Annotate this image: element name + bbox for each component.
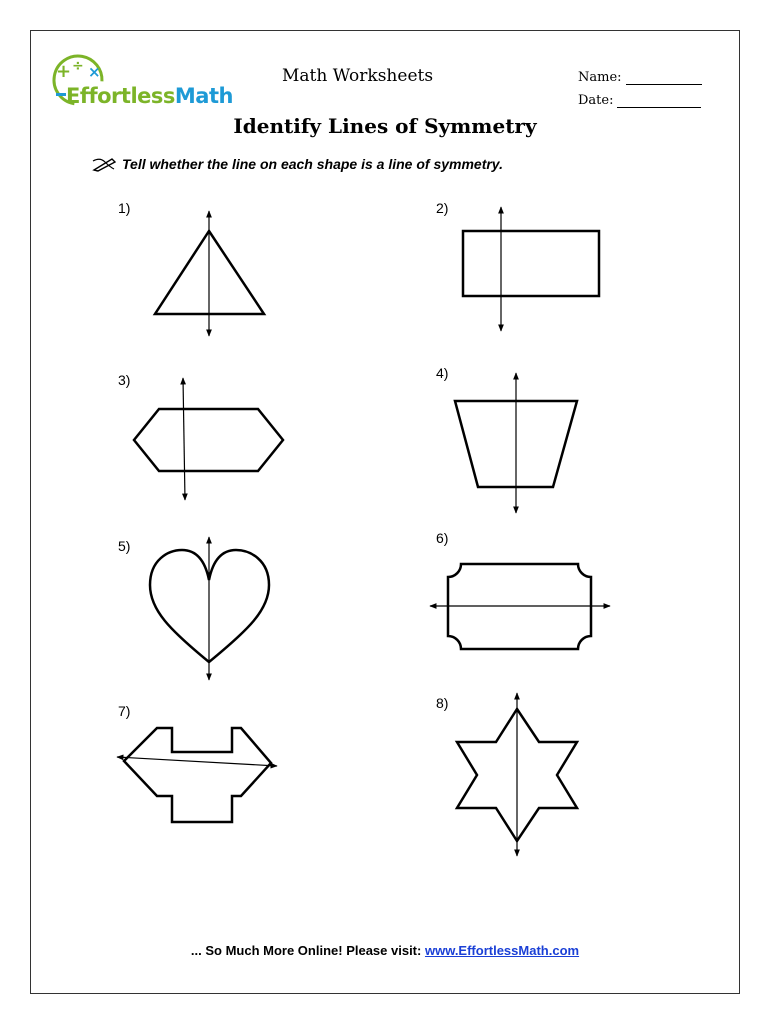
- worksheet-label: Math Worksheets: [282, 66, 434, 86]
- problem-label-2: 2): [436, 200, 449, 216]
- symmetry-line-3: [183, 378, 185, 500]
- problem-label-3: 3): [118, 372, 131, 388]
- svg-text:÷: ÷: [72, 58, 84, 74]
- problem-label-7: 7): [118, 703, 131, 719]
- footer: [0, 943, 770, 958]
- footer-link[interactable]: www.EffortlessMath.com: [424, 943, 580, 958]
- rectangle-shape: [463, 231, 599, 296]
- problem-label-4: 4): [436, 365, 449, 381]
- footer-text: ... So Much More Online! Please visit:: [190, 943, 425, 958]
- svg-text:+: +: [56, 61, 72, 82]
- logo-wordmark: EffortlessMath: [66, 84, 233, 108]
- problem-label-8: 8): [436, 695, 449, 711]
- symmetry-line-7: [117, 757, 277, 766]
- name-label: Name:: [578, 70, 622, 85]
- page-title: Identify Lines of Symmetry: [233, 114, 537, 138]
- problem-label-6: 6): [436, 530, 449, 546]
- hexagon-shape: [134, 409, 283, 471]
- instruction-text: Tell whether the line on each shape is a line of symmetry.: [122, 156, 503, 172]
- date-label: Date:: [578, 93, 614, 108]
- double-arrow-shape: [124, 728, 271, 822]
- svg-text:×: ×: [88, 63, 101, 81]
- problem-label-5: 5): [118, 538, 131, 554]
- problem-label-1: 1): [118, 200, 131, 216]
